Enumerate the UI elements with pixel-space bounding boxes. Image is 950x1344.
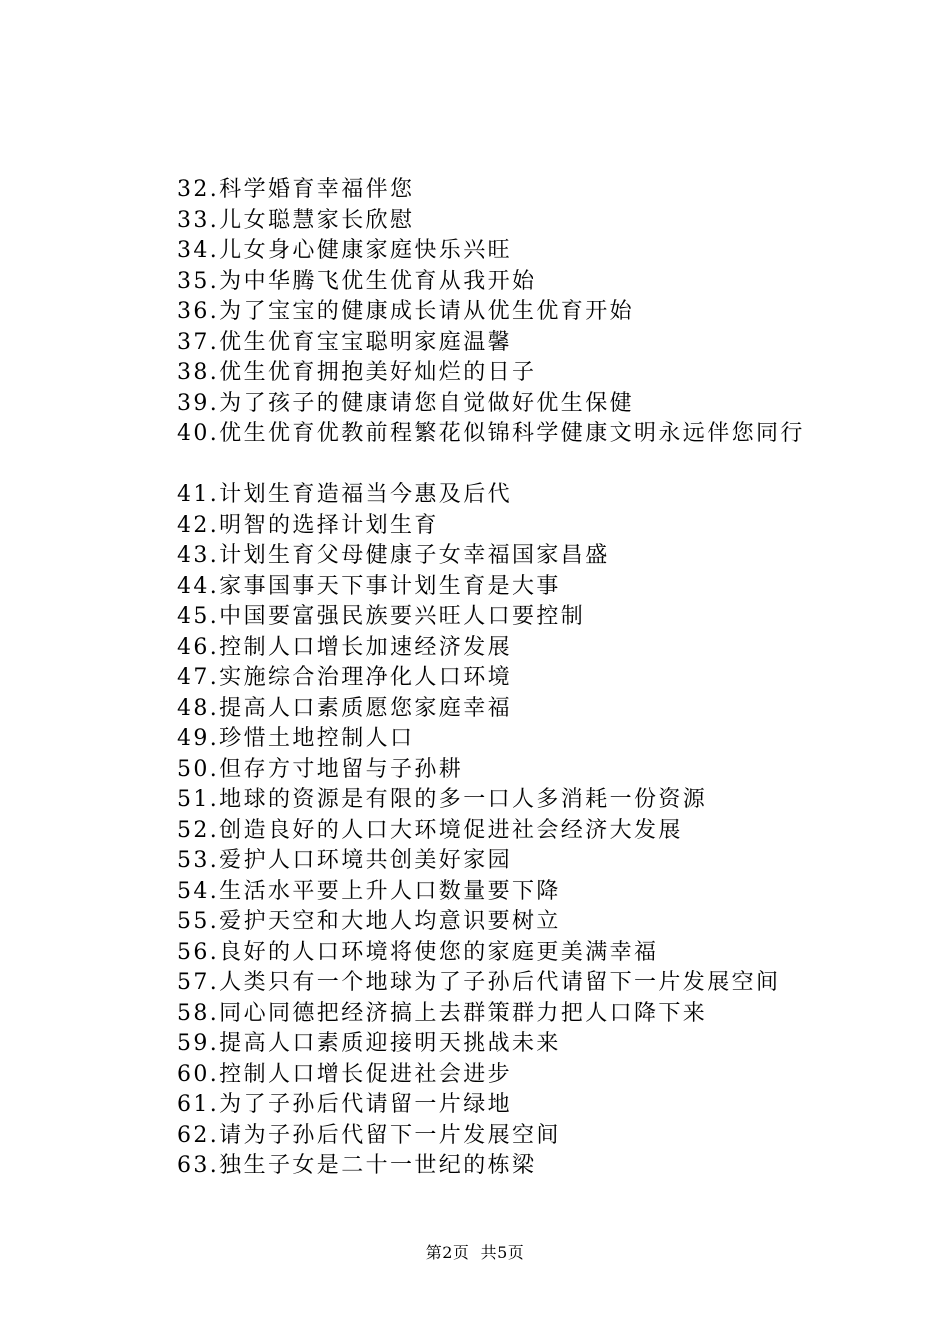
- list-item: 49.珍惜土地控制人口: [177, 726, 415, 751]
- list-item: 32.科学婚育幸福伴您: [177, 177, 415, 202]
- list-item: 50.但存方寸地留与子孙耕: [177, 756, 464, 782]
- list-item: 52.创造良好的人口大环境促进社会经济大发展: [177, 817, 683, 843]
- list-item: 41.计划生育造福当今惠及后代: [177, 482, 512, 507]
- list-item: 43.计划生育父母健康子女幸福国家昌盛: [177, 543, 610, 568]
- list-item: 60.控制人口增长促进社会进步: [177, 1061, 512, 1087]
- list-item: 56.良好的人口环境将使您的家庭更美满幸福: [177, 939, 659, 965]
- list-item: 55.爱护天空和大地人均意识要树立: [177, 909, 561, 934]
- slogan-list-part-2: [177, 480, 877, 1182]
- list-item: 63.独生子女是二十一世纪的栋梁: [177, 1153, 537, 1178]
- list-item: 54.生活水平要上升人口数量要下降: [177, 878, 561, 904]
- list-item: 57.人类只有一个地球为了子孙后代请留下一片发展空间: [177, 970, 781, 995]
- list-item: 34.儿女身心健康家庭快乐兴旺: [177, 238, 512, 263]
- slogan-list-part-1: [177, 175, 877, 450]
- list-item: 40.优生优育优教前程繁花似锦科学健康文明永远伴您同行: [177, 421, 805, 446]
- list-item: 35.为中华腾飞优生优育从我开始: [177, 268, 537, 294]
- list-item: 51.地球的资源是有限的多一口人多消耗一份资源: [177, 787, 708, 812]
- list-item: 61.为了子孙后代请留一片绿地: [177, 1092, 512, 1117]
- list-item: 47.实施综合治理净化人口环境: [177, 665, 512, 690]
- list-item: 45.中国要富强民族要兴旺人口要控制: [177, 604, 586, 629]
- list-item: 38.优生优育拥抱美好灿烂的日子: [177, 360, 537, 385]
- list-item: 53.爱护人口环境共创美好家园: [177, 848, 512, 873]
- page-footer: 第2页 共5页: [425, 1243, 525, 1262]
- list-item: 58.同心同德把经济搞上去群策群力把人口降下来: [177, 1000, 708, 1026]
- list-item: 36.为了宝宝的健康成长请从优生优育开始: [177, 299, 634, 324]
- list-item: 48.提高人口素质愿您家庭幸福: [177, 695, 512, 721]
- list-item: 37.优生优育宝宝聪明家庭温馨: [177, 329, 512, 355]
- list-item: 46.控制人口增长加速经济发展: [177, 634, 512, 660]
- list-item: 59.提高人口素质迎接明天挑战未来: [177, 1031, 561, 1056]
- list-item: 62.请为子孙后代留下一片发展空间: [177, 1122, 561, 1148]
- list-item: 39.为了孩子的健康请您自觉做好优生保健: [177, 390, 634, 416]
- list-item: 44.家事国事天下事计划生育是大事: [177, 573, 561, 599]
- list-item: 33.儿女聪慧家长欣慰: [177, 207, 415, 233]
- list-item: 42.明智的选择计划生育: [177, 512, 439, 538]
